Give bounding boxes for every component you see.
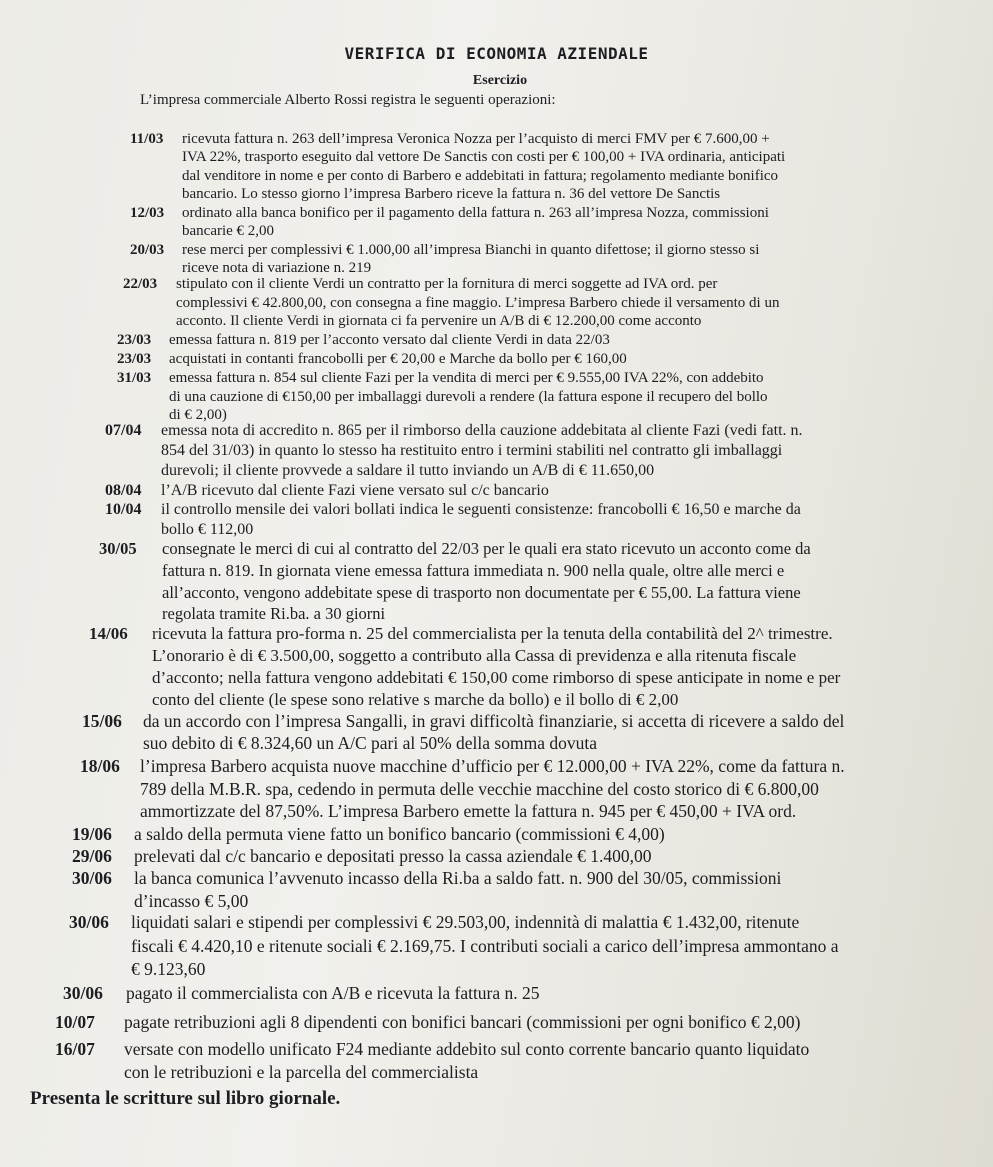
operation-line: bancario. Lo stesso giorno l’impresa Barbero riceve la fattura n. 36 del vettore De Sanctis [182, 185, 721, 202]
operation-line: pagate retribuzioni agli 8 dipendenti con bonifici bancari (commissioni per ogni bonifico € 2,00) [124, 1012, 801, 1032]
operation-entry [72, 845, 923, 868]
operation-line: versate con modello unificato F24 mediante addebito sul conto corrente bancario quanto liquidato [124, 1039, 810, 1059]
operation-entry [117, 369, 923, 425]
operation-line: stipulato con il cliente Verdi un contratto per la fornitura di merci soggette ad IVA ord. per [176, 276, 718, 292]
operation-line: liquidati salari e stipendi per complessivi € 29.503,00, indennità di malattia € 1.432,00, ritenute [131, 912, 800, 932]
page-title: VERIFICA DI ECONOMIA AZIENDALE [344, 44, 649, 63]
operation-date: 11/03 [130, 131, 164, 147]
operation-line: ordinato alla banca bonifico per il pagamento della fattura n. 263 all’impresa Nozza, commissioni [182, 205, 769, 221]
operation-line: emessa nota di accredito n. 865 per il rimborso della cauzione addebitata al cliente Fazi (vedi fatt. n. [161, 422, 803, 439]
operation-line: acconto. Il cliente Verdi in giornata ci fa pervenire un A/B di € 12.200,00 come acconto [176, 313, 702, 329]
operation-description [182, 204, 922, 241]
operation-line: regolata tramite Ri.ba. a 30 giorni [162, 604, 386, 624]
operation-line: conto del cliente (le spese sono relative s marche da bollo) e il bollo di € 2,00 [152, 690, 679, 709]
operation-line: d’incasso € 5,00 [134, 891, 249, 911]
operation-line: 854 del 31/03) in quanto lo stesso ha restituito entro i termini stabiliti nel contratto gli imballaggi [161, 442, 783, 459]
operation-date: 10/07 [55, 1012, 95, 1032]
operation-description [169, 369, 923, 425]
operation-description [124, 1011, 923, 1034]
operation-line: suo debito di € 8.324,60 un A/C pari al 50% della somma dovuta [143, 733, 597, 754]
operation-date: 30/06 [69, 912, 109, 932]
operation-entry [72, 867, 923, 913]
operation-line: con le retribuzioni e la parcella del commercialista [124, 1062, 479, 1082]
operation-line: ricevuta fattura n. 263 dell’impresa Veronica Nozza per l’acquisto di merci FMV per € 7.600,00 + [182, 131, 770, 147]
operation-entry [105, 500, 923, 540]
operation-description [182, 241, 922, 278]
operation-date: 23/03 [117, 332, 152, 348]
operation-description [169, 350, 923, 368]
operation-date: 30/06 [72, 868, 112, 888]
operation-date: 18/06 [80, 756, 120, 776]
operation-entry [99, 538, 923, 625]
operation-date: 16/07 [55, 1039, 95, 1059]
operation-line: bancarie € 2,00 [182, 223, 275, 240]
operation-date: 30/05 [99, 539, 137, 558]
operation-date: 31/03 [117, 370, 152, 386]
operation-entry [117, 350, 923, 368]
operation-entry [130, 204, 922, 241]
operation-date: 20/03 [130, 242, 165, 258]
operation-entry [89, 623, 923, 711]
operation-line: consegnate le merci di cui al contratto del 22/03 per le quali era stato ricevuto un acconto come da [162, 539, 811, 558]
operation-date: 23/03 [117, 351, 152, 367]
operation-description [140, 755, 923, 823]
operation-line: riceve nota di variazione n. 219 [182, 260, 372, 277]
operation-line: complessivi € 42.800,00, con consegna a fine maggio. L’impresa Barbero chiede il versamento di un [176, 294, 780, 311]
operation-description [176, 275, 923, 331]
operation-entry [105, 481, 923, 501]
operation-line: rese merci per complessivi € 1.000,00 all’impresa Bianchi in quanto difettose; il giorno stesso si [182, 242, 760, 258]
operation-line: a saldo della permuta viene fatto un bonifico bancario (commissioni € 4,00) [134, 824, 665, 844]
operation-entry [72, 823, 923, 846]
operation-entry [80, 755, 923, 823]
operation-date: 30/06 [63, 983, 103, 1003]
operation-date: 08/04 [105, 482, 142, 499]
operation-line: dal venditore in nome e per conto di Barbero e addebitati in fattura; regolamento mediante bonifico [182, 167, 779, 184]
operation-description [134, 867, 923, 913]
operation-entry [105, 421, 923, 481]
operation-line: bollo € 112,00 [161, 521, 254, 538]
operation-description [169, 331, 923, 349]
operation-description [126, 982, 923, 1005]
operation-description [161, 481, 923, 501]
operation-entry [63, 982, 923, 1005]
operation-description [152, 623, 923, 711]
operation-description [131, 911, 923, 982]
operation-line: d’acconto; nella fattura vengono addebitati € 150,00 come rimborso di spese anticipate in nome e per [152, 668, 841, 687]
operation-line: da un accordo con l’impresa Sangalli, in gravi difficoltà finanziarie, si accetta di ricevere a saldo del [143, 711, 845, 731]
operation-line: L’onorario è di € 3.500,00, soggetto a contributo alla Cassa di previdenza e alla ritenuta fiscale [152, 646, 797, 665]
operation-date: 19/06 [72, 824, 112, 844]
operation-date: 12/03 [130, 205, 165, 221]
operation-line: di una cauzione di €150,00 per imballaggi durevoli a rendere (la fattura espone il recupero del bollo [169, 388, 768, 405]
operation-line: la banca comunica l’avvenuto incasso della Ri.ba a saldo fatt. n. 900 del 30/05, commissioni [134, 868, 782, 888]
operation-description [124, 1038, 923, 1084]
operation-entry [82, 710, 923, 755]
operation-entry [117, 331, 923, 349]
operation-line: IVA 22%, trasporto eseguito dal vettore De Sanctis con costi per € 100,00 + IVA ordinaria, anticipati [182, 149, 786, 166]
operation-line: € 9.123,60 [131, 959, 206, 979]
operation-entry [55, 1011, 923, 1034]
operation-date: 10/04 [105, 501, 142, 518]
operation-entry [69, 911, 923, 982]
operation-date: 07/04 [105, 422, 142, 439]
operation-date: 14/06 [89, 624, 128, 643]
exercise-subtitle: Esercizio [472, 73, 528, 88]
operation-date: 29/06 [72, 846, 112, 866]
operation-line: ammortizzate del 87,50%. L’impresa Barbero emette la fattura n. 945 per € 450,00 + IVA ord. [140, 801, 797, 821]
operation-description [134, 823, 923, 846]
operation-entry [130, 130, 922, 203]
operation-description [161, 500, 923, 540]
operation-line: 789 della M.B.R. spa, cedendo in permuta delle vecchie macchine del costo storico di € 6.800,00 [140, 778, 819, 799]
operation-line: di € 2,00) [169, 407, 227, 423]
operation-line: l’impresa Barbero acquista nuove macchine d’ufficio per € 12.000,00 + IVA 22%, come da fattura n. [140, 756, 845, 776]
operation-line: l’A/B ricevuto dal cliente Fazi viene versato sul c/c bancario [161, 482, 549, 499]
operation-line: acquistati in contanti francobolli per € 20,00 e Marche da bollo per € 160,00 [169, 351, 627, 367]
operation-entry [55, 1038, 923, 1084]
operation-line: emessa fattura n. 819 per l’acconto versato dal cliente Verdi in data 22/03 [169, 332, 610, 348]
operation-description [143, 710, 923, 755]
operation-date: 22/03 [123, 276, 158, 292]
operation-line: durevoli; il cliente provvede a saldare il tutto inviando un A/B di € 11.650,00 [161, 462, 655, 479]
operation-entry [130, 241, 922, 278]
operation-line: ricevuta la fattura pro-forma n. 25 del commercialista per la tenuta della contabilità del 2^ trimestre. [152, 624, 833, 643]
operation-line: fiscali € 4.420,10 e ritenute sociali € 2.169,75. I contributi sociali a carico dell’impresa ammontano a [131, 935, 839, 956]
operation-entry [123, 275, 923, 331]
operation-description [182, 130, 922, 203]
operation-line: all’acconto, vengono addebitate spese di trasporto non documentate per € 55,00. La fattura viene [162, 582, 801, 602]
operation-line: emessa fattura n. 854 sul cliente Fazi per la vendita di merci per € 9.555,00 IVA 22%, con addebito [169, 370, 764, 386]
intro-text: L’impresa commerciale Alberto Rossi registra le seguenti operazioni: [140, 92, 556, 108]
operation-date: 15/06 [82, 711, 122, 731]
operation-description [134, 845, 923, 868]
operation-description [161, 421, 923, 481]
operation-line: prelevati dal c/c bancario e depositati presso la cassa aziendale € 1.400,00 [134, 846, 652, 866]
operation-description [162, 538, 923, 625]
operation-line: il controllo mensile dei valori bollati indica le seguenti consistenze: francobolli € 16,50 e marche da [161, 501, 801, 518]
operation-line: pagato il commercialista con A/B e ricevuta la fattura n. 25 [126, 983, 540, 1003]
instruction-footer: Presenta le scritture sul libro giornale. [30, 1088, 341, 1109]
operation-line: fattura n. 819. In giornata viene emessa fattura immediata n. 900 nella quale, oltre alle merci e [162, 560, 785, 580]
